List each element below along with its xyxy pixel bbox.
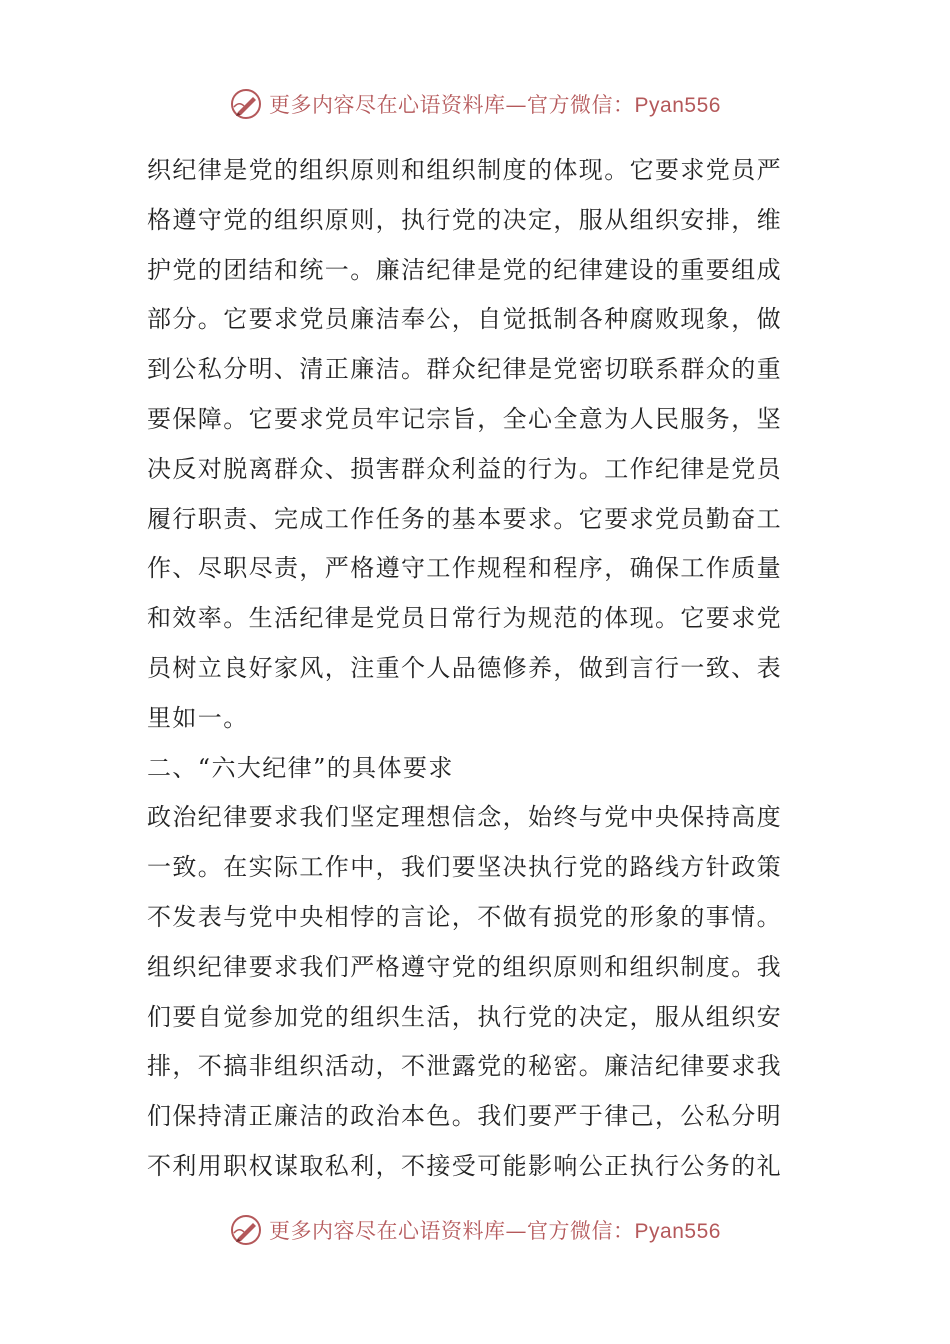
body-line: 排，不搞非组织活动，不泄露党的秘密。廉洁纪律要求我 bbox=[147, 1052, 782, 1081]
body-line: 组织纪律要求我们严格遵守党的组织原则和组织制度。我 bbox=[147, 952, 782, 981]
body-line: 决反对脱离群众、损害群众利益的行为。工作纪律是党员 bbox=[147, 454, 782, 483]
body-line: 履行职责、完成工作任务的基本要求。它要求党员勤奋工 bbox=[147, 504, 782, 533]
header-watermark-banner bbox=[0, 84, 950, 124]
header-banner-text bbox=[269, 89, 721, 119]
body-line: 部分。它要求党员廉洁奉公，自觉抵制各种腐败现象，做 bbox=[147, 305, 782, 334]
body-line: 护党的团结和统一。廉洁纪律是党的纪律建设的重要组成 bbox=[147, 255, 782, 284]
body-line: 里如一。 bbox=[147, 703, 249, 732]
footer-banner-text bbox=[269, 1215, 721, 1245]
footer-watermark-banner bbox=[0, 1210, 950, 1250]
body-line: 们要自觉参加党的组织生活，执行党的决定，服从组织安 bbox=[147, 1002, 782, 1031]
header-wechat-id: Pyan556 bbox=[634, 94, 721, 117]
pen-circle-logo-icon bbox=[229, 1213, 263, 1247]
body-line: 作、尽职尽责，严格遵守工作规程和程序，确保工作质量 bbox=[147, 554, 782, 583]
body-line: 和效率。生活纪律是党员日常行为规范的体现。它要求党 bbox=[147, 604, 782, 633]
body-line: 要保障。它要求党员牢记宗旨，全心全意为人民服务，坚 bbox=[147, 404, 782, 433]
body-line: 到公私分明、清正廉洁。群众纪律是党密切联系群众的重 bbox=[147, 355, 782, 384]
body-line: 们保持清正廉洁的政治本色。我们要严于律己，公私分明 bbox=[147, 1102, 782, 1131]
body-line: 员树立良好家风，注重个人品德修养，做到言行一致、表 bbox=[147, 653, 782, 682]
body-line: 政治纪律要求我们坚定理想信念，始终与党中央保持高度 bbox=[147, 803, 782, 832]
header-banner-label: 更多内容尽在心语资料库—官方微信： bbox=[269, 93, 635, 117]
body-line: 织纪律是党的组织原则和组织制度的体现。它要求党员严 bbox=[147, 156, 782, 184]
pen-circle-logo-icon bbox=[229, 87, 263, 121]
section-heading: 二、“六大纪律”的具体要求 bbox=[147, 753, 454, 782]
body-line: 格遵守党的组织原则，执行党的决定，服从组织安排，维 bbox=[147, 205, 782, 234]
document-body bbox=[147, 146, 807, 1192]
body-line: 一致。在实际工作中，我们要坚决执行党的路线方针政策 bbox=[147, 853, 782, 882]
body-line: 不发表与党中央相悖的言论，不做有损党的形象的事情。 bbox=[147, 902, 782, 931]
footer-wechat-id: Pyan556 bbox=[634, 1220, 721, 1243]
body-line: 不利用职权谋取私利，不接受可能影响公正执行公务的礼 bbox=[147, 1151, 782, 1180]
footer-banner-label: 更多内容尽在心语资料库—官方微信： bbox=[269, 1219, 635, 1243]
